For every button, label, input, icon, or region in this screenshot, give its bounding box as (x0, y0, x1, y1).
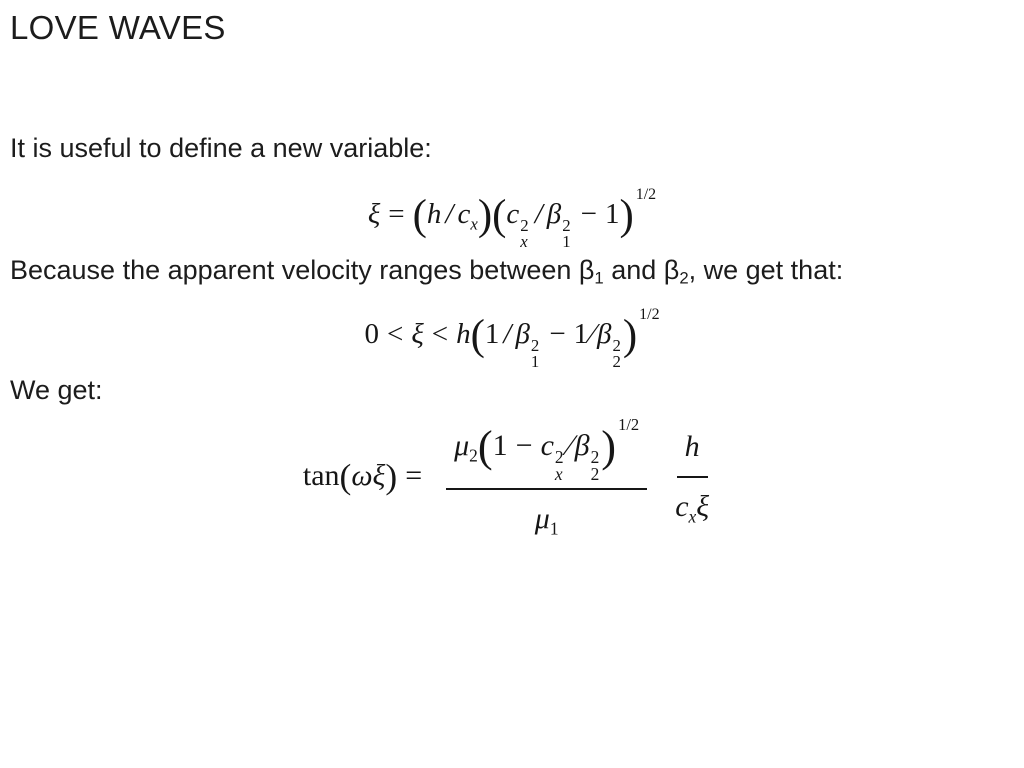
fraction-h-over-cx-xi (675, 421, 709, 531)
superscript-2: 2 (554, 447, 564, 468)
superscript-2: 2 (520, 216, 529, 236)
sup-sub-stack (520, 218, 528, 250)
sup-sub-stack (531, 338, 539, 370)
beta-symbol: β (578, 255, 595, 285)
slide-title: LOVE WAVES (10, 9, 226, 46)
equation-tan-dispersion (0, 410, 1024, 543)
text-segment: , we get that: (688, 255, 844, 285)
equals-sign: = (388, 197, 405, 230)
close-paren: ) (619, 191, 634, 239)
open-paren: ( (412, 191, 427, 239)
var-h: h (456, 317, 471, 350)
xi-symbol: ξ (367, 197, 381, 230)
subscript-x: x (520, 232, 528, 252)
beta-symbol: β (663, 255, 680, 285)
open-paren: ( (470, 311, 485, 359)
var-h: h (426, 197, 442, 230)
between-text (10, 255, 843, 289)
var-beta: β (515, 317, 530, 350)
subscript-2: 2 (612, 352, 621, 372)
sup-sub-stack (562, 218, 570, 250)
sup-sub-stack (555, 449, 564, 482)
minus-sign: − (549, 317, 566, 350)
less-than-sign: < (431, 317, 449, 350)
subscript-2: 2 (590, 463, 600, 484)
digit-one: 1 (492, 428, 508, 462)
var-c: c (457, 197, 471, 230)
fraction-mu-ratio (446, 410, 647, 543)
exponent-one-half: 1/2 (639, 306, 660, 323)
fraction-numerator (677, 421, 708, 478)
we-get-text: We get: (10, 375, 103, 405)
subscript-x: x (688, 506, 697, 527)
fraction-numerator (446, 410, 647, 490)
sup-sub-stack (591, 449, 600, 482)
omega-symbol: ω (351, 459, 373, 493)
equation-xi-definition (0, 182, 1024, 250)
fraction-slash: ∕ (590, 317, 596, 350)
digit-one: 1 (604, 197, 620, 230)
var-c: c (675, 490, 689, 524)
close-paren: ) (385, 456, 398, 497)
var-beta: β (597, 317, 612, 350)
equation-xi-bounds (0, 302, 1024, 370)
mu-symbol: μ (454, 428, 470, 462)
fraction-denominator (535, 490, 559, 543)
fraction-slash: ∕ (567, 428, 573, 462)
var-c: c (540, 428, 554, 462)
subscript-1: 1 (549, 518, 559, 539)
open-paren: ( (492, 191, 507, 239)
minus-sign: − (580, 197, 597, 230)
xi-symbol: ξ (411, 317, 424, 350)
superscript-2: 2 (612, 336, 621, 356)
xi-symbol: ξ (696, 490, 710, 524)
close-paren: ) (622, 311, 638, 359)
divide-slash: / (445, 197, 454, 230)
close-paren: ) (601, 420, 617, 471)
superscript-2: 2 (530, 336, 540, 356)
divide-slash: / (534, 197, 543, 230)
var-h: h (684, 430, 700, 464)
open-paren: ( (477, 420, 493, 471)
text-segment: Because the apparent velocity ranges between (10, 255, 579, 285)
subscript-1: 1 (594, 268, 604, 288)
var-beta: β (574, 428, 590, 462)
minus-sign: − (515, 428, 533, 462)
digit-one: 1 (484, 317, 500, 350)
sup-sub-stack (612, 338, 620, 370)
close-paren: ) (477, 191, 493, 239)
open-paren: ( (339, 456, 352, 497)
divide-slash: / (503, 317, 512, 350)
intro-text: It is useful to define a new variable: (10, 133, 432, 163)
fraction-denominator (675, 478, 709, 531)
var-beta: β (546, 197, 562, 230)
subscript-x: x (470, 214, 478, 234)
var-c: c (506, 197, 520, 230)
mu-symbol: μ (534, 501, 550, 535)
subscript-1: 1 (530, 352, 540, 372)
subscript-1: 1 (562, 232, 571, 252)
equals-sign: = (405, 459, 423, 493)
subscript-2: 2 (679, 268, 689, 288)
xi-symbol: ξ (372, 459, 386, 493)
digit-zero: 0 (364, 317, 379, 350)
superscript-2: 2 (562, 216, 571, 236)
exponent-one-half: 1/2 (618, 415, 640, 434)
superscript-2: 2 (590, 447, 600, 468)
subscript-x: x (554, 463, 563, 484)
subscript-2: 2 (469, 445, 478, 466)
digit-one: 1 (573, 317, 589, 350)
exponent-one-half: 1/2 (635, 186, 657, 203)
less-than-sign: < (386, 317, 404, 350)
tan-function: tan (302, 459, 340, 493)
text-segment: and (603, 255, 664, 285)
equation-lhs (303, 452, 430, 500)
